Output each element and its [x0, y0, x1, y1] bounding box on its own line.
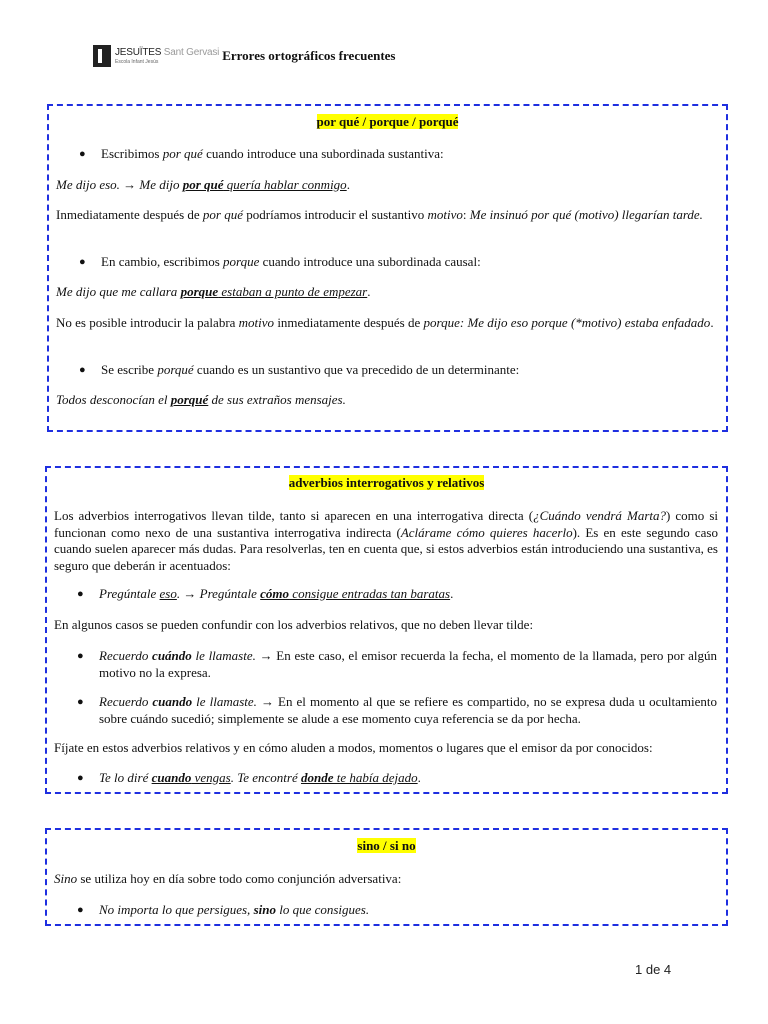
- school-logo: [93, 45, 219, 67]
- paragraph: Sino se utiliza hoy en día sobre todo como conjunción adversativa:: [54, 871, 402, 886]
- page-number: 1 de 4: [635, 962, 672, 977]
- paragraph: Fíjate en estos adverbios relativos y en cómo aluden a modos, momentos o lugares que el emisor da por conocidos:: [54, 740, 653, 755]
- section-heading: adverbios interrogativos y relativos: [288, 475, 485, 490]
- bullet-icon: ●: [77, 650, 84, 662]
- bullet-icon: ●: [79, 364, 86, 376]
- bullet-icon: ●: [77, 588, 84, 600]
- list-item: ● En cambio, escribimos porque cuando introduce una subordinada causal:: [79, 254, 481, 269]
- jesuites-logo-icon: [93, 45, 111, 67]
- section-por-que: [47, 104, 728, 432]
- bullet-icon: ●: [79, 256, 86, 268]
- logo-name: JESUÏTES Sant Gervasi: [115, 46, 220, 58]
- section-heading: sino / si no: [357, 838, 416, 853]
- example-sentence: Todos desconocían el porqué de sus extraños mensajes.: [56, 392, 346, 407]
- document-header: [93, 43, 395, 69]
- example-sentence: Me dijo eso. → Me dijo por qué quería hablar conmigo.: [56, 177, 350, 192]
- example-sentence: Me dijo que me callara porque estaban a punto de empezar.: [56, 284, 371, 299]
- paragraph: Los adverbios interrogativos llevan tilde, tanto si aparecen en una interrogativa directa (¿Cuándo vendrá Marta?) como si funcionan como nexo de una sustantiva interrogativa indirecta (Aclárame cómo quieres hacerlo). Es en este segundo caso cuando suelen aparecer más dudas. Para resolverlas, ten en cuenta que, si estos adverbios están introduciendo una sustantiva, es seguro que deberán ir acentuados:: [54, 508, 719, 573]
- section-sino: [45, 828, 728, 926]
- paragraph: No es posible introducir la palabra motivo inmediatamente después de porque: Me dijo eso porque (*motivo) estaba enfadado.: [56, 315, 714, 330]
- list-item: ● No importa lo que persigues, sino lo que consigues.: [77, 902, 370, 917]
- list-item: ● Se escribe porqué cuando es un sustantivo que va precedido de un determinante:: [79, 362, 520, 377]
- bullet-icon: ●: [77, 904, 84, 916]
- section-adverbios: [45, 466, 728, 794]
- list-item: ● Te lo diré cuando vengas. Te encontré donde te había dejado.: [77, 770, 421, 785]
- paragraph: En algunos casos se pueden confundir con los adverbios relativos, que no deben llevar tilde:: [54, 617, 534, 632]
- bullet-icon: ●: [77, 696, 84, 708]
- document-title: Errores ortográficos frecuentes: [222, 48, 396, 63]
- list-item: ● Recuerdo cuando le llamaste. → En el momento al que se refiere es compartido, no se expresa duda u ocultamiento sobre cuándo sucedió; simplemente se alude a ese momento cuya referencia se da por hecha.: [77, 694, 718, 726]
- logo-text: [115, 48, 219, 65]
- list-item: ● Escribimos por qué cuando introduce una subordinada sustantiva:: [79, 146, 444, 161]
- list-item: ● Pregúntale eso. → Pregúntale cómo consigue entradas tan baratas.: [77, 586, 454, 601]
- list-item: ● Recuerdo cuándo le llamaste. → En este caso, el emisor recuerda la fecha, el momento de la llamada, pero por algún motivo no la expresa.: [77, 648, 718, 680]
- bullet-icon: ●: [79, 148, 86, 160]
- bullet-icon: ●: [77, 772, 84, 784]
- paragraph: Inmediatamente después de por qué podríamos introducir el sustantivo motivo: Me insinuó por qué (motivo) llegarían tarde.: [56, 207, 703, 222]
- section-heading: por qué / porque / porqué: [316, 114, 459, 129]
- logo-subtitle: Escola Infant Jesús: [115, 58, 159, 65]
